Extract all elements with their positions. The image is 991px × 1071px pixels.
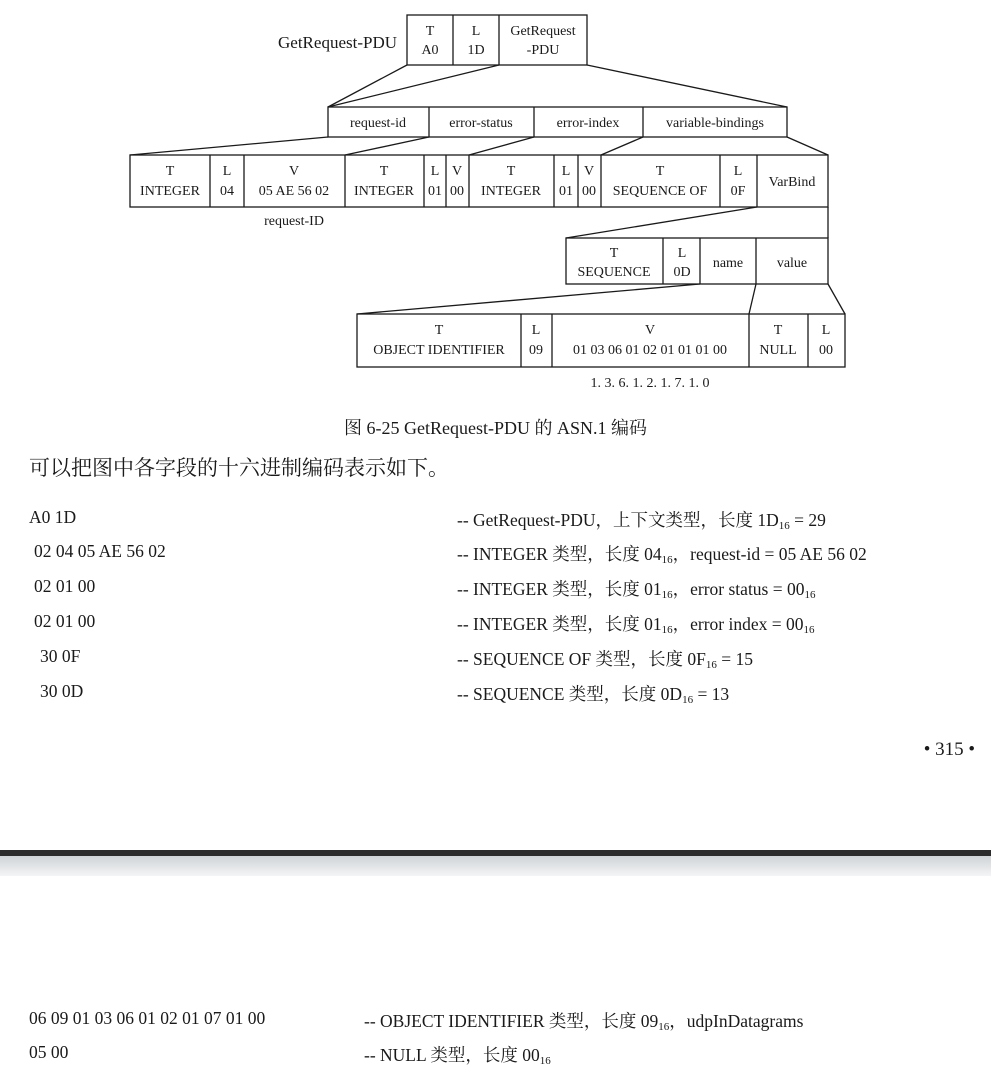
- r4-t-value: SEQUENCE: [577, 265, 651, 280]
- r3-varbind: VarBind: [768, 175, 816, 190]
- desc-line: -- SEQUENCE 类型，长度 $0D_{16} = 13$: [457, 684, 730, 706]
- code-line: 02 01 00: [34, 576, 96, 596]
- top-v-value: -PDU: [526, 43, 560, 58]
- top-v-label: GetRequest: [510, 24, 576, 39]
- r3-v3-value: 00: [582, 184, 596, 199]
- figure-caption: 图 6-25 GetRequest-PDU 的 ASN.1 编码: [344, 418, 647, 438]
- r3-l4-label: L: [733, 164, 743, 179]
- r3-v1-value: 05 AE 56 02: [258, 184, 330, 199]
- code-line: 02 04 05 AE 56 02: [34, 541, 166, 561]
- oid-null-box: [357, 314, 845, 367]
- r4-t-label: T: [609, 246, 619, 261]
- code-line: 30 0D: [40, 681, 84, 701]
- oid-label: 1. 3. 6. 1. 2. 1. 7. 1. 0: [590, 376, 710, 391]
- r3-l1-label: L: [222, 164, 232, 179]
- page-gap: [0, 856, 991, 876]
- desc-line: -- INTEGER 类型，长度 $01_{16}$，error index = $00_{16}$: [457, 614, 815, 636]
- r5-t2-value: NULL: [759, 343, 797, 358]
- r3-l2-value: 01: [428, 184, 442, 199]
- encoding-row-box: [130, 155, 828, 207]
- desc-line: -- INTEGER 类型，长度 $04_{16}$，request-id = 05 AE 56 02: [457, 544, 867, 566]
- r5-l1-value: 09: [529, 343, 543, 358]
- r5-v1-label: V: [644, 323, 656, 338]
- r3-l4-value: 0F: [730, 184, 746, 199]
- root-label: GetRequest-PDU: [278, 33, 397, 52]
- r4-value: value: [776, 256, 808, 271]
- code-line: 05 00: [29, 1042, 69, 1062]
- desc-line: -- SEQUENCE OF 类型，长度 $0F_{16} = 15$: [457, 649, 754, 671]
- r3-l3-value: 01: [559, 184, 573, 199]
- r3-v2-label: V: [451, 164, 463, 179]
- field-error-index: error-index: [556, 116, 620, 131]
- field-variable-bindings: variable-bindings: [666, 116, 764, 131]
- page-number: • 315 •: [923, 739, 975, 760]
- desc-line: -- NULL 类型，长度 $00_{16}$: [364, 1045, 551, 1067]
- r5-t1-label: T: [434, 323, 444, 338]
- code-line: A0 1D: [29, 507, 77, 527]
- desc-line: -- GetRequest-PDU，上下文类型，长度 $1D_{16} = 29$: [457, 510, 826, 532]
- r3-l2-label: L: [430, 164, 440, 179]
- intro-paragraph: 可以把图中各字段的十六进制编码表示如下。: [29, 456, 449, 480]
- r5-t1-value: OBJECT IDENTIFIER: [373, 343, 505, 358]
- r3-t3-value: INTEGER: [481, 184, 541, 199]
- request-id-label: request-ID: [264, 214, 324, 229]
- r5-l2-label: L: [821, 323, 831, 338]
- r3-t4-label: T: [655, 164, 665, 179]
- r5-l1-label: L: [531, 323, 541, 338]
- field-request-id: request-id: [350, 116, 406, 131]
- r4-l-value: 0D: [673, 265, 691, 280]
- r3-v2-value: 00: [450, 184, 464, 199]
- r3-t1-value: INTEGER: [140, 184, 200, 199]
- r4-l-label: L: [677, 246, 687, 261]
- r3-t4-value: SEQUENCE OF: [612, 184, 708, 199]
- field-error-status: error-status: [449, 116, 513, 131]
- r5-v1-value: 01 03 06 01 02 01 01 01 00: [573, 343, 727, 358]
- r3-v1-label: V: [288, 164, 300, 179]
- code-line: 30 0F: [40, 646, 81, 666]
- r3-v3-label: V: [583, 164, 595, 179]
- r5-t2-label: T: [773, 323, 783, 338]
- top-t-label: T: [425, 24, 435, 39]
- r3-l1-value: 04: [220, 184, 234, 199]
- r3-t2-label: T: [379, 164, 389, 179]
- desc-line: -- INTEGER 类型，长度 $01_{16}$，error status = $00_{16}$: [457, 579, 816, 601]
- code-line: 02 01 00: [34, 611, 96, 631]
- r5-l2-value: 00: [819, 343, 833, 358]
- r4-name: name: [712, 256, 744, 271]
- r3-t3-label: T: [506, 164, 516, 179]
- r3-l3-label: L: [561, 164, 571, 179]
- r3-t2-value: INTEGER: [354, 184, 414, 199]
- asn1-encoding-diagram: [0, 0, 991, 410]
- code-line: 06 09 01 03 06 01 02 01 07 01 00: [29, 1008, 266, 1028]
- top-l-value: 1D: [467, 43, 485, 58]
- top-l-label: L: [471, 24, 481, 39]
- desc-line: -- OBJECT IDENTIFIER 类型，长度 $09_{16}$，udpInDatagrams: [364, 1011, 804, 1033]
- top-t-value: A0: [421, 43, 439, 58]
- r3-t1-label: T: [165, 164, 175, 179]
